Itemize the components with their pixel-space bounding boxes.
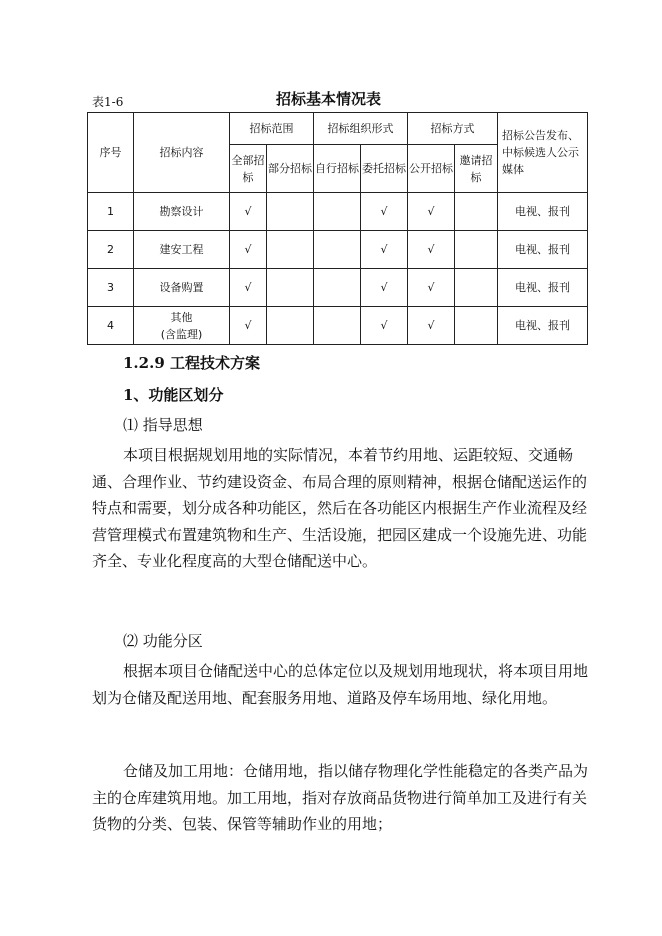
paragraph-text: 根据本项目仓储配送中心的总体定位以及规划用地现状，将本项目用地划为仓储及配送用地、配套服务用地、道路及停车场用地、绿化用地。 — [92, 662, 589, 707]
cell-method-open: √ — [408, 307, 455, 345]
cell-scope-part — [267, 307, 314, 345]
item-functional-zones: ⑵ 功能分区 — [123, 632, 203, 650]
cell-content: 设备购置 — [134, 269, 230, 307]
header-scope-all: 全部招标 — [230, 145, 267, 193]
cell-org-agent: √ — [361, 269, 408, 307]
cell-seq: 1 — [88, 193, 134, 231]
cell-org-self — [314, 193, 361, 231]
header-seq: 序号 — [88, 113, 134, 193]
cell-seq: 2 — [88, 231, 134, 269]
header-content: 招标内容 — [134, 113, 230, 193]
cell-org-self — [314, 269, 361, 307]
cell-scope-all: √ — [230, 231, 267, 269]
cell-seq: 4 — [88, 307, 134, 345]
cell-content — [134, 307, 230, 345]
header-method-open: 公开招标 — [408, 145, 455, 193]
cell-org-agent: √ — [361, 193, 408, 231]
cell-scope-part — [267, 269, 314, 307]
cell-scope-all: √ — [230, 307, 267, 345]
cell-org-self — [314, 231, 361, 269]
cell-org-agent: √ — [361, 231, 408, 269]
cell-org-agent: √ — [361, 307, 408, 345]
cell-method-invite — [455, 307, 498, 345]
header-org-self: 自行招标 — [314, 145, 361, 193]
cell-content-line: 其他 — [170, 310, 193, 324]
paragraph-3 — [92, 758, 592, 838]
cell-media: 电视、报刊 — [498, 307, 588, 345]
cell-scope-all: √ — [230, 269, 267, 307]
header-media: 招标公告发布、中标候选人公示媒体 — [498, 113, 588, 193]
table-header-row — [88, 113, 588, 145]
header-scope-part: 部分招标 — [267, 145, 314, 193]
table-row — [88, 231, 588, 269]
table-row — [88, 269, 588, 307]
table-title: 招标基本情况表 — [276, 90, 382, 108]
cell-scope-part — [267, 193, 314, 231]
cell-method-open: √ — [408, 193, 455, 231]
cell-method-invite — [455, 269, 498, 307]
header-method: 招标方式 — [408, 113, 498, 145]
header-method-invite: 邀请招标 — [455, 145, 498, 193]
paragraph-text: 本项目根据规划用地的实际情况，本着节约用地、运距较短、交通畅通、合理作业、节约建设资金、布局合理的原则精神，根据仓储配送运作的特点和需要，划分成各种功能区，然后在各功能区内根据生产作业流程及经营管理模式布置建筑物和生产、生活设施，把园区建成一个设施先进、功能齐全、专业化程度高的大型仓储配送中心。 — [92, 446, 588, 571]
section-heading: 1.2.9 工程技术方案 — [123, 354, 260, 372]
paragraph-1 — [92, 442, 592, 575]
paragraph-text: 仓储及加工用地：仓储用地，指以储存物理化学性能稳定的各类产品为主的仓库建筑用地。加工用地，指对存放商品货物进行简单加工及进行有关货物的分类、包装、保管等辅助作业的用地； — [92, 762, 589, 834]
paragraph-2 — [92, 658, 592, 711]
cell-seq: 3 — [88, 269, 134, 307]
cell-method-open: √ — [408, 269, 455, 307]
cell-method-invite — [455, 193, 498, 231]
cell-content: 建安工程 — [134, 231, 230, 269]
table-row — [88, 193, 588, 231]
cell-media: 电视、报刊 — [498, 269, 588, 307]
table-row — [88, 307, 588, 345]
cell-org-self — [314, 307, 361, 345]
header-org-agent: 委托招标 — [361, 145, 408, 193]
cell-content: 勘察设计 — [134, 193, 230, 231]
sub-heading: 1、功能区划分 — [123, 386, 224, 404]
header-org: 招标组织形式 — [314, 113, 408, 145]
cell-method-open: √ — [408, 231, 455, 269]
table-label: 表1-6 — [92, 95, 124, 109]
cell-media: 电视、报刊 — [498, 193, 588, 231]
cell-media: 电视、报刊 — [498, 231, 588, 269]
cell-scope-all: √ — [230, 193, 267, 231]
bid-table — [87, 112, 588, 345]
cell-scope-part — [267, 231, 314, 269]
cell-method-invite — [455, 231, 498, 269]
item-guiding-ideas: ⑴ 指导思想 — [123, 416, 203, 434]
cell-content-line: (含监理) — [160, 327, 203, 341]
header-scope: 招标范围 — [230, 113, 314, 145]
